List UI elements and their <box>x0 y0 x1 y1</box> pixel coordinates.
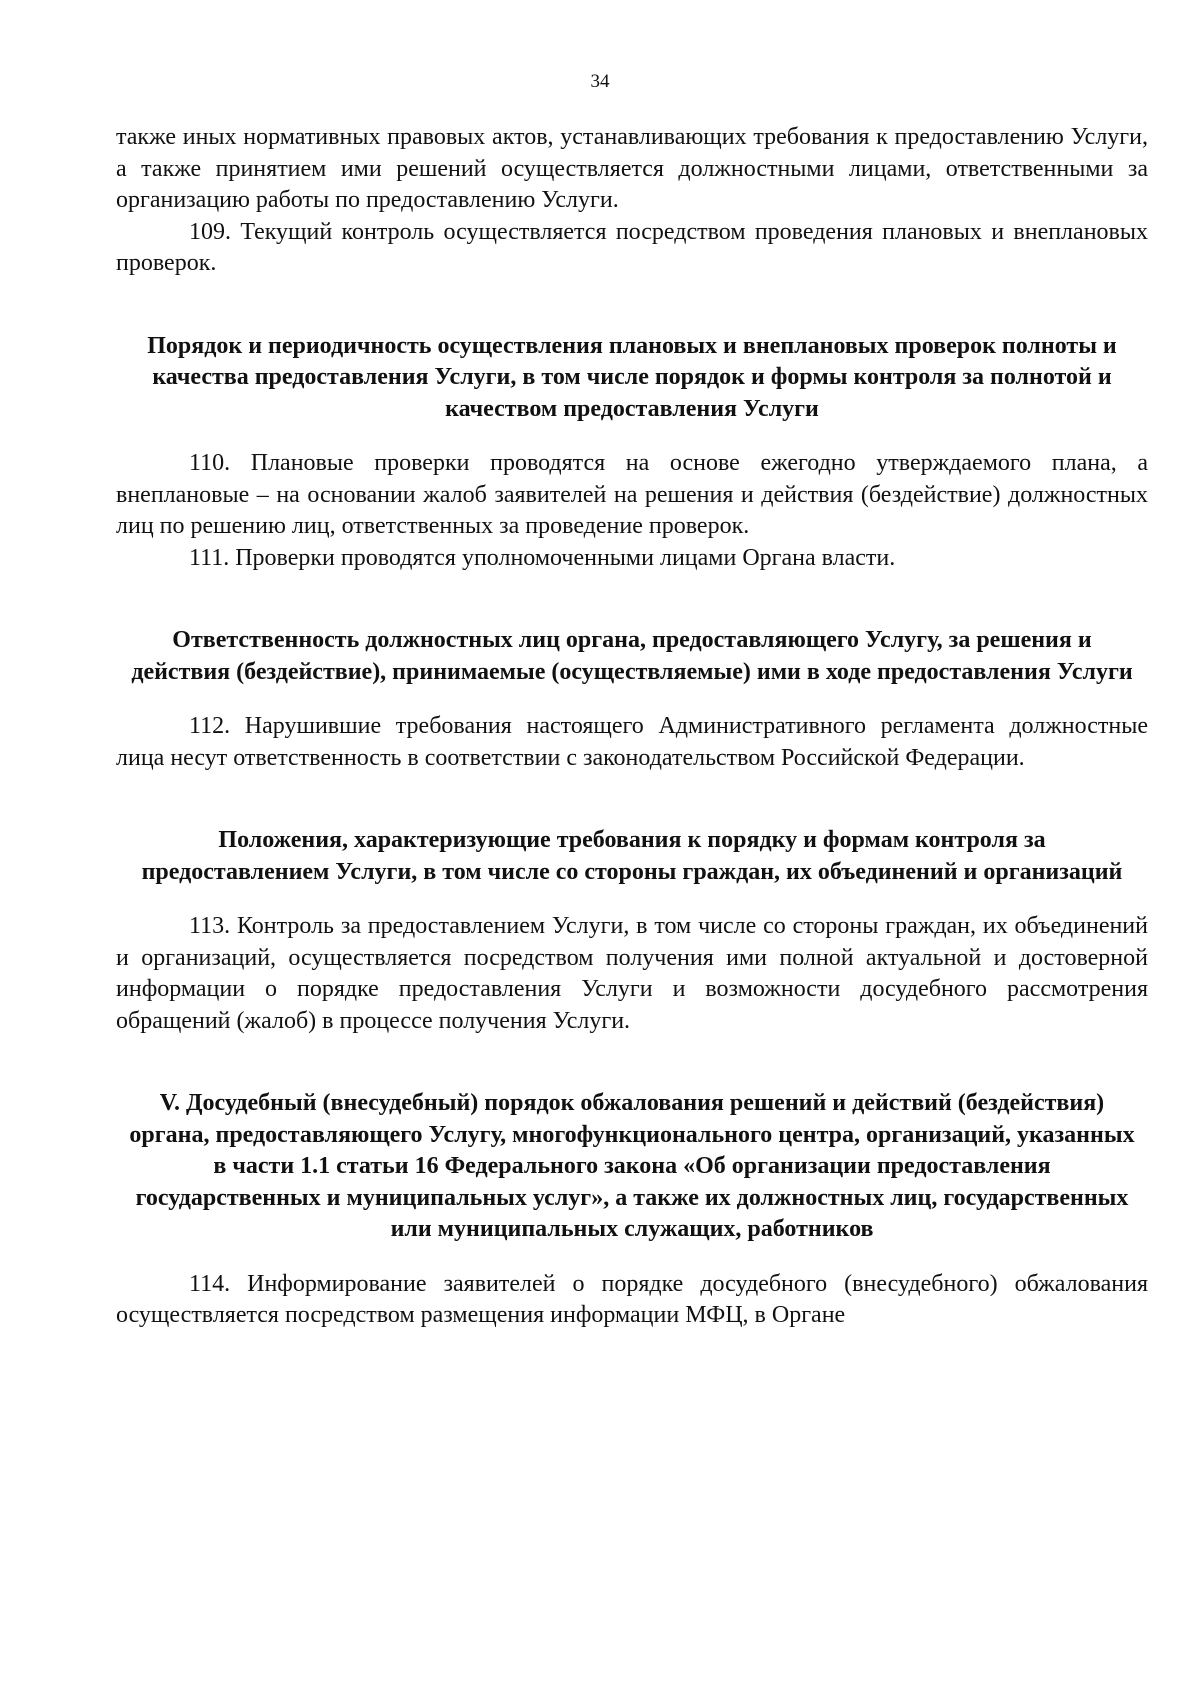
paragraph-112: 112. Нарушившие требования настоящего Административного регламента должностные лица несут ответственность в соответствии с законодательством Российской Федерации. <box>116 713 1148 771</box>
spacer <box>116 774 1148 825</box>
paragraph-113: 113. Контроль за предоставлением Услуги, в том числе со стороны граждан, их объединений и организаций, осуществляется посредством получения ими полной актуальной и достоверной информации о порядке предоставления Услуги и возможности досудебного рассмотрения обращений (жалоб) в процессе получения Услуги. <box>116 913 1148 1034</box>
paragraph-111: 111. Проверки проводятся уполномоченными лицами Органа власти. <box>189 544 896 571</box>
paragraph-continuation: также иных нормативных правовых актов, устанавливающих требования к предоставлению Услуги, а также принятием ими решений осуществляется должностными лицами, ответственными за организацию работы по предоставлению Услуги. <box>116 124 1148 213</box>
spacer <box>116 574 1148 625</box>
spacer <box>116 688 1148 711</box>
paragraph-109: 109. Текущий контроль осуществляется посредством проведения плановых и внеплановых проверок. <box>116 218 1148 276</box>
section-heading-responsibility: Ответственность должностных лиц органа, предоставляющего Услугу, за решения и действия (бездействие), принимаемые (осуществляемые) ими в ходе предоставления Услуги <box>131 627 1133 685</box>
section-heading-control-requirements: Положения, характеризующие требования к порядку и формам контроля за предоставлением Услуги, в том числе со стороны граждан, их объединений и организаций <box>141 827 1123 885</box>
spacer <box>116 1037 1148 1088</box>
section-heading-appeal: V. Досудебный (внесудебный) порядок обжалования решений и действий (бездействия) органа, предоставляющего Услугу, многофункционального центра, организаций, указанных в части 1.1 статьи 16 Федерального закона «Об организации предоставления государственных и муниципальных услуг», а также их должностных лиц, государственных или муниципальных служащих, работников <box>129 1090 1135 1242</box>
paragraph-114: 114. Информирование заявителей о порядке досудебного (внесудебного) обжалования осуществляется посредством размещения информации МФЦ, в Органе <box>116 1270 1148 1328</box>
section-heading-inspections: Порядок и периодичность осуществления плановых и внеплановых проверок полноты и качества предоставления Услуги, в том числе порядок и формы контроля за полнотой и качеством предоставления Услуги <box>147 332 1117 422</box>
page-number: 34 <box>590 71 610 92</box>
spacer <box>116 1246 1148 1269</box>
spacer <box>116 280 1148 331</box>
document-body <box>116 122 1148 1332</box>
spacer <box>116 425 1148 448</box>
paragraph-110: 110. Плановые проверки проводятся на основе ежегодно утверждаемого плана, а внеплановые – на основании жалоб заявителей на решения и действия (бездействие) должностных лиц по решению лиц, ответственных за проведение проверок. <box>116 450 1148 539</box>
spacer <box>116 888 1148 911</box>
